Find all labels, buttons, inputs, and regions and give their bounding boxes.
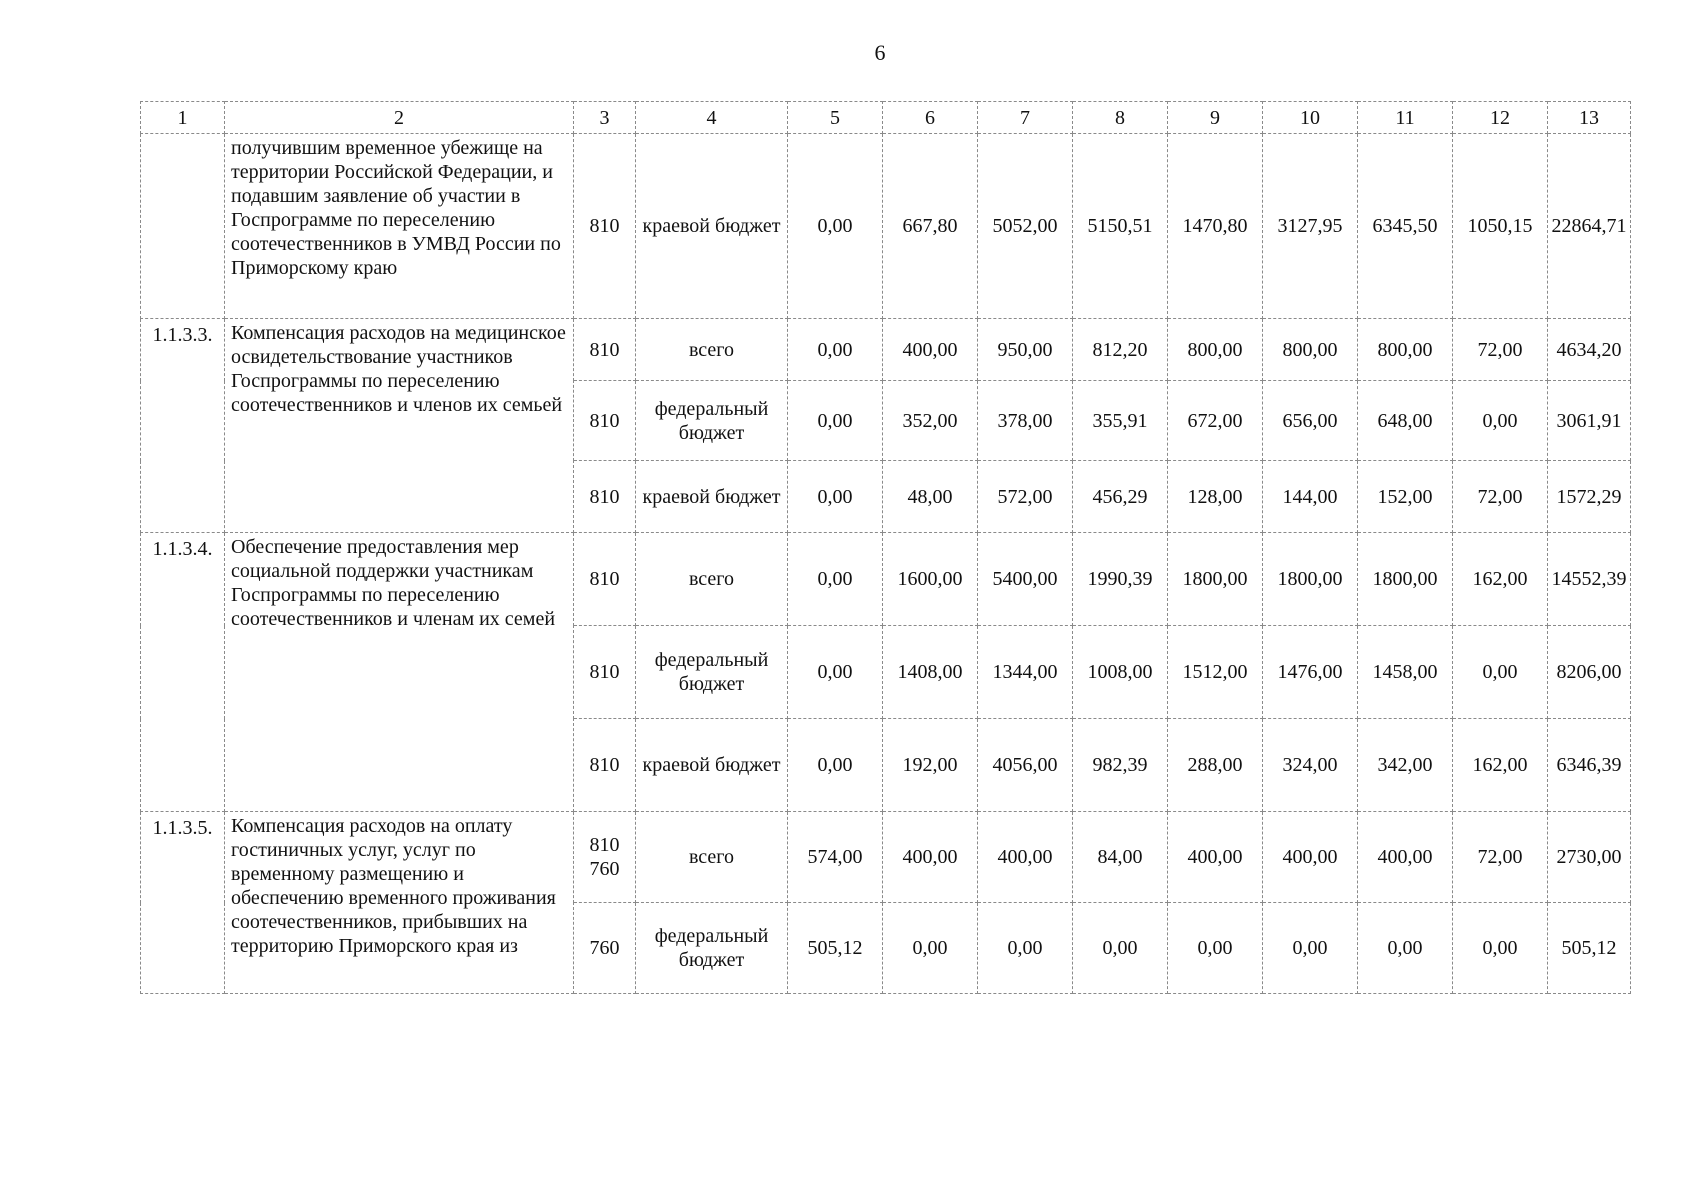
item-description: Компенсация расходов на оплату гостиничных услуг, услуг по временному размещению и обеспечению временного проживания соотечественников, прибывших на территорию Приморского края из	[225, 812, 574, 994]
amount-cell: 152,00	[1358, 461, 1453, 533]
amount-cell: 1512,00	[1168, 626, 1263, 719]
amount-cell: 5400,00	[978, 533, 1073, 626]
amount-cell: 1344,00	[978, 626, 1073, 719]
amount-cell: 5150,51	[1073, 134, 1168, 319]
column-header: 8	[1073, 102, 1168, 134]
amount-cell: 400,00	[1168, 812, 1263, 903]
amount-cell: 162,00	[1453, 533, 1548, 626]
amount-cell: 352,00	[883, 381, 978, 461]
amount-cell: 0,00	[1263, 903, 1358, 994]
amount-cell: 400,00	[883, 812, 978, 903]
amount-cell: 1800,00	[1168, 533, 1263, 626]
column-header: 1	[141, 102, 225, 134]
amount-cell: 0,00	[788, 626, 883, 719]
column-header: 13	[1548, 102, 1631, 134]
amount-cell: 0,00	[788, 533, 883, 626]
total-value: 6346,39	[1548, 719, 1631, 812]
amount-cell: 950,00	[978, 319, 1073, 381]
item-description: Компенсация расходов на медицинское освидетельствование участников Госпрограммы по переселению соотечественников и членов их семьей	[225, 319, 574, 533]
amount-cell: 0,00	[978, 903, 1073, 994]
amount-cell: 128,00	[1168, 461, 1263, 533]
item-code: 1.1.3.5.	[141, 812, 225, 994]
amount-cell: 656,00	[1263, 381, 1358, 461]
amount-cell: 812,20	[1073, 319, 1168, 381]
table-row	[141, 812, 1631, 903]
funding-source: краевой бюджет	[636, 719, 788, 812]
amount-cell: 0,00	[788, 319, 883, 381]
amount-cell: 0,00	[1073, 903, 1168, 994]
funding-source: всего	[636, 533, 788, 626]
amount-cell: 355,91	[1073, 381, 1168, 461]
budget-code: 810	[574, 533, 636, 626]
amount-cell: 456,29	[1073, 461, 1168, 533]
total-value: 14552,39	[1548, 533, 1631, 626]
amount-cell: 288,00	[1168, 719, 1263, 812]
amount-cell: 0,00	[1168, 903, 1263, 994]
item-description: получившим временное убежище на территории Российской Федерации, и подавшим заявление об участии в Госпрограмме по переселению соотечественников в УМВД России по Приморскому краю	[225, 134, 574, 319]
amount-cell: 144,00	[1263, 461, 1358, 533]
amount-cell: 1800,00	[1358, 533, 1453, 626]
amount-cell: 1470,80	[1168, 134, 1263, 319]
budget-code: 810	[574, 461, 636, 533]
total-value: 2730,00	[1548, 812, 1631, 903]
column-header: 3	[574, 102, 636, 134]
amount-cell: 0,00	[788, 719, 883, 812]
amount-cell: 0,00	[1453, 903, 1548, 994]
column-header: 5	[788, 102, 883, 134]
amount-cell: 800,00	[1168, 319, 1263, 381]
amount-cell: 1600,00	[883, 533, 978, 626]
amount-cell: 800,00	[1263, 319, 1358, 381]
amount-cell: 1008,00	[1073, 626, 1168, 719]
amount-cell: 400,00	[883, 319, 978, 381]
total-value: 3061,91	[1548, 381, 1631, 461]
budget-code: 810	[574, 319, 636, 381]
column-header: 12	[1453, 102, 1548, 134]
amount-cell: 378,00	[978, 381, 1073, 461]
column-header: 2	[225, 102, 574, 134]
page-number: 6	[874, 40, 886, 65]
amount-cell: 6345,50	[1358, 134, 1453, 319]
item-code: 1.1.3.3.	[141, 319, 225, 533]
amount-cell: 672,00	[1168, 381, 1263, 461]
total-value: 22864,71	[1548, 134, 1631, 319]
total-value: 4634,20	[1548, 319, 1631, 381]
funding-source: федеральный бюджет	[636, 381, 788, 461]
column-header: 6	[883, 102, 978, 134]
column-header: 9	[1168, 102, 1263, 134]
funding-source: всего	[636, 812, 788, 903]
item-code: 1.1.3.4.	[141, 533, 225, 812]
amount-cell: 342,00	[1358, 719, 1453, 812]
funding-source: краевой бюджет	[636, 461, 788, 533]
table-body	[141, 102, 1631, 994]
budget-code: 810	[574, 719, 636, 812]
amount-cell: 574,00	[788, 812, 883, 903]
total-value: 8206,00	[1548, 626, 1631, 719]
amount-cell: 0,00	[788, 381, 883, 461]
amount-cell: 0,00	[883, 903, 978, 994]
amount-cell: 0,00	[1453, 626, 1548, 719]
amount-cell: 72,00	[1453, 812, 1548, 903]
amount-cell: 1408,00	[883, 626, 978, 719]
amount-cell: 48,00	[883, 461, 978, 533]
amount-cell: 400,00	[1263, 812, 1358, 903]
amount-cell: 667,80	[883, 134, 978, 319]
budget-table	[140, 101, 1631, 994]
amount-cell: 84,00	[1073, 812, 1168, 903]
funding-source: федеральный бюджет	[636, 626, 788, 719]
column-header: 10	[1263, 102, 1358, 134]
amount-cell: 400,00	[978, 812, 1073, 903]
table-row	[141, 319, 1631, 381]
item-code	[141, 134, 225, 319]
amount-cell: 982,39	[1073, 719, 1168, 812]
amount-cell: 0,00	[788, 461, 883, 533]
amount-cell: 192,00	[883, 719, 978, 812]
amount-cell: 324,00	[1263, 719, 1358, 812]
amount-cell: 400,00	[1358, 812, 1453, 903]
item-description: Обеспечение предоставления мер социальной поддержки участникам Госпрограммы по переселению соотечественников и членам их семей	[225, 533, 574, 812]
funding-source: федеральный бюджет	[636, 903, 788, 994]
amount-cell: 648,00	[1358, 381, 1453, 461]
budget-code: 810	[574, 381, 636, 461]
table-row	[141, 134, 1631, 319]
amount-cell: 1476,00	[1263, 626, 1358, 719]
amount-cell: 1050,15	[1453, 134, 1548, 319]
amount-cell: 1800,00	[1263, 533, 1358, 626]
amount-cell: 3127,95	[1263, 134, 1358, 319]
funding-source: всего	[636, 319, 788, 381]
amount-cell: 5052,00	[978, 134, 1073, 319]
column-header: 11	[1358, 102, 1453, 134]
amount-cell: 1990,39	[1073, 533, 1168, 626]
funding-source: краевой бюджет	[636, 134, 788, 319]
column-header: 4	[636, 102, 788, 134]
amount-cell: 4056,00	[978, 719, 1073, 812]
table-row	[141, 533, 1631, 626]
total-value: 505,12	[1548, 903, 1631, 994]
amount-cell: 800,00	[1358, 319, 1453, 381]
amount-cell: 162,00	[1453, 719, 1548, 812]
column-header: 7	[978, 102, 1073, 134]
budget-code: 810	[574, 626, 636, 719]
amount-cell: 72,00	[1453, 319, 1548, 381]
amount-cell: 505,12	[788, 903, 883, 994]
header-row	[141, 102, 1631, 134]
amount-cell: 0,00	[1453, 381, 1548, 461]
amount-cell: 0,00	[1358, 903, 1453, 994]
amount-cell: 0,00	[788, 134, 883, 319]
amount-cell: 572,00	[978, 461, 1073, 533]
amount-cell: 72,00	[1453, 461, 1548, 533]
total-value: 1572,29	[1548, 461, 1631, 533]
budget-code: 810 760	[574, 812, 636, 903]
amount-cell: 1458,00	[1358, 626, 1453, 719]
budget-code: 760	[574, 903, 636, 994]
budget-code: 810	[574, 134, 636, 319]
